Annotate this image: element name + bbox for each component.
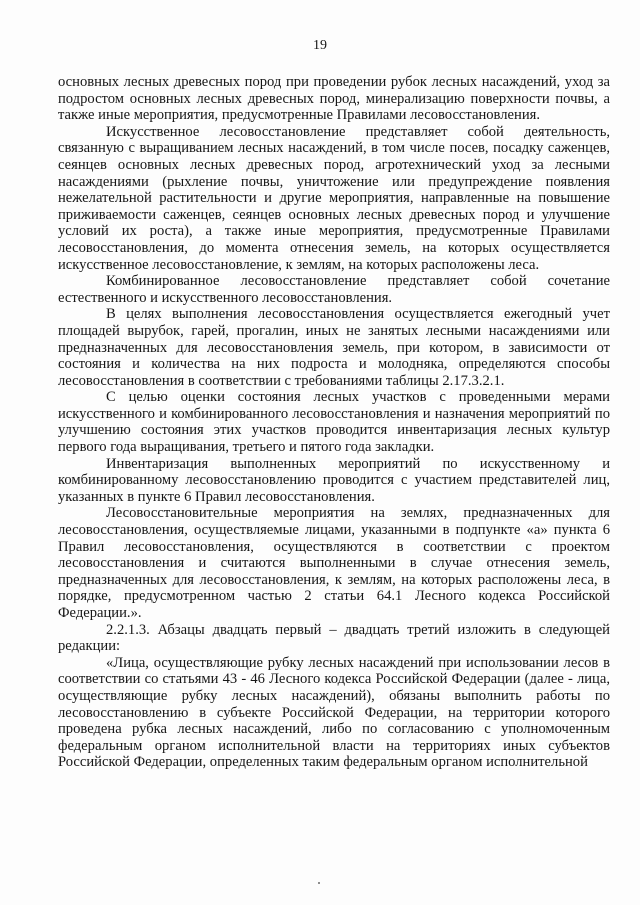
scan-speck (318, 882, 320, 884)
paragraph-logging-persons: «Лица, осуществляющие рубку лесных насаждений при использовании лесов в соответствии со статьями 43 - 46 Лесного кодекса Российской Федерации (далее - лица, осуществляющие рубку лесных насаждений), обязаны выполнить работы по лесовосстановлению в субъекте Российской Федерации, на территории которого проведена рубка лесных насаждений, либо по согласованию с уполномоченным федеральным органом исполнительной власти на территориях иных субъектов Российской Федерации, определенных таким федеральным органом исполнительной (58, 654, 610, 771)
paragraph-continuation: основных лесных древесных пород при проведении рубок лесных насаждений, уход за подростом основных лесных древесных пород, минерализацию поверхности почвы, а также иные мероприятия, предусмотренные Правилами лесовосстановления. (58, 74, 610, 124)
paragraph-inventory-participants: Инвентаризация выполненных мероприятий по искусственному и комбинированному лесовосстановлению проводится с участием представителей лиц, указанных в пункте 6 Правил лесовосстановления. (58, 455, 610, 505)
document-body (58, 74, 610, 771)
paragraph-artificial-reforestation: Искусственное лесовосстановление представляет собой деятельность, связанную с выращиванием лесных насаждений, в том числе посев, посадку саженцев, сеянцев основных лесных древесных пород, агротехнический уход за лесными насаждениями (рыхление почвы, уничтожение или предупреждение появления нежелательной растительности и другие мероприятия, направленные на повышение приживаемости саженцев, сеянцев основных лесных древесных пород и улучшение условий их роста), а также иные мероприятия, предусмотренные Правилами лесовосстановления, до момента отнесения земель, на которых осуществляется искусственное лесовосстановление, к землям, на которых расположены леса. (58, 123, 610, 273)
paragraph-amendment-clause: 2.2.1.3. Абзацы двадцать первый – двадцать третий изложить в следующей редакции: (58, 621, 610, 655)
paragraph-inventory-purpose: С целью оценки состояния лесных участков с проведенными мерами искусственного и комбинированного лесовосстановления и назначения мероприятий по улучшению состояния этих участков проводится инвентаризация лесных культур первого года выращивания, третьего и пятого года закладки. (58, 389, 610, 456)
paragraph-combined-reforestation: Комбинированное лесовосстановление представляет собой сочетание естественного и искусственного лесовосстановления. (58, 273, 610, 306)
paragraph-reforestation-measures: Лесовосстановительные мероприятия на землях, предназначенных для лесовосстановления, осуществляемые лицами, указанными в подпункте «а» пункта 6 Правил лесовосстановления, осуществляются в соответствии с проектом лесовосстановления и считаются выполненными в случае отнесения земель, предназначенных для лесовосстановления, к землям, на которых расположены леса, в порядке, предусмотренном частью 2 статьи 64.1 Лесного кодекса Российской Федерации.». (58, 505, 610, 621)
paragraph-annual-accounting: В целях выполнения лесовосстановления осуществляется ежегодный учет площадей вырубок, гарей, прогалин, иных не занятых лесными насаждениями или предназначенных для лесовосстановления земель, при котором, в зависимости от состояния и количества на них подроста и молодняка, определяются способы лесовосстановления в соответствии с требованиями таблицы 2.17.3.2.1. (58, 306, 610, 389)
page-number: 19 (313, 38, 327, 53)
